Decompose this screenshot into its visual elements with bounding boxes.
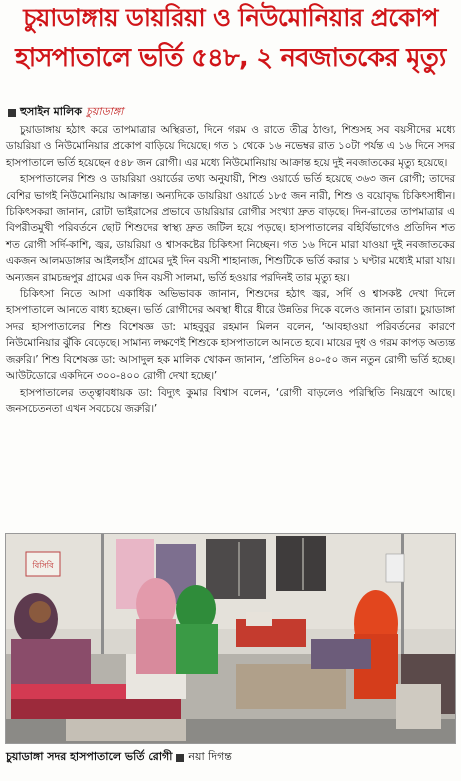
headline-line-1: চুয়াডাঙ্গায় ডায়রিয়া ও নিউমোনিয়ার প্রকোপ (23, 3, 438, 32)
byline-author: হুসাইন মালিক (20, 105, 82, 118)
article-paragraph: হাসপাতালের তত্ত্বাবধায়ক ডা: বিদ্যুৎ কুমার বিশ্বাস বলেন, ‘রোগী বাড়লেও পরিস্থিতি নিয়ন্ত্রণে আছে। জনসচেতনতা এখন সবচেয়ে জরুরি।’ (6, 386, 455, 415)
photo-caption (6, 748, 232, 767)
hospital-ward-illustration (6, 534, 456, 744)
headline (4, 4, 457, 73)
article-body (6, 122, 455, 417)
caption-text: চুয়াডাঙ্গা সদর হাসপাতালে ভর্তি রোগী (6, 750, 173, 763)
article-paragraph: হাসপাতালের শিশু ও ডায়রিয়া ওয়ার্ডের তথ্য অনুযায়ী, শিশু ওয়ার্ডে ভর্তি হয়েছে ৩৬৩ জন রোগী; তাদের বেশির ভাগই নিউমোনিয়ায় আক্রান্ত। অন্যদিকে ডায়রিয়া ওয়ার্ডে ১৮৫ জন নারী, শিশু ও বয়োবৃদ্ধ চিকিৎসাধীন। চিকিৎসকরা জানান, রোটা ভাইরাসের প্রভাবে ডায়রিয়ার রোগীর সংখ্যা দ্রুত বাড়ছে। দিন-রাতের তাপমাত্রার এ বিপরীতমুখী পরিবর্তনে ছোট শিশুদের স্বাস্থ্য দ্রুত জটিল হয়ে পড়ছে। হাসপাতালের বহির্বিভাগেও প্রতিদিন শত শত রোগী সর্দি-কাশি, জ্বর, ডায়রিয়া ও শ্বাসকষ্টের চিকিৎসা নিচ্ছেন। গত ১৬ দিনে মারা যাওয়া দুই নবজাতকের একজন আলমডাঙ্গার আইলহাঁস গ্রামের দুই দিন বয়সী শাহানাজ, শিশুটিকে ভর্তি করার ১ ঘণ্টার মধ্যেই মারা যায়। অন্যজন রামচন্দ্রপুর গ্রামের এক দিন বয়সী সালমা, ভর্তি হওয়ার পরদিনই তার মৃত্যু হয়। (6, 173, 455, 284)
article-paragraph: চিকিৎসা নিতে আসা একাধিক অভিভাবক জানান, শিশুদের হঠাৎ জ্বর, সর্দি ও শ্বাসকষ্ট দেখা দিলে হাসপাতালে আনতে বাধ্য হচ্ছেন। ভর্তি রোগীদের অবস্থা ধীরে ধীরে উন্নতির দিকে বলেও জানান তারা। চুয়াডাঙ্গা সদর হাসপাতালের শিশু বিশেষজ্ঞ ডা: মাহবুবুর রহমান মিলন বলেন, ‘আবহাওয়া পরিবর্তনের কারণে নিউমোনিয়ার ঝুঁকি বেড়েছে। সামান্য লক্ষণেই শিশুকে হাসপাতালে আনতে হবে। মায়ের দুধ ও গরম কাপড় অত্যন্ত জরুরি।’ শিশু বিশেষজ্ঞ ডা: আসাদুল হক মালিক খোকন জানান, ‘প্রতিদিন ৪০-৫০ জন নতুন রোগী ভর্তি হচ্ছে। আউটডোরে একদিনে ৩০০-৪০০ রোগী দেখা হচ্ছে।’ (6, 288, 455, 383)
hospital-ward-photo (5, 533, 456, 744)
byline-place: চুয়াডাঙ্গা (85, 105, 124, 118)
byline (8, 103, 123, 122)
wall-sign-text: বিসিবি (32, 561, 54, 570)
article-paragraph: চুয়াডাঙ্গায় হঠাৎ করে তাপমাত্রার অস্থিরতা, দিনে গরম ও রাতে তীব্র ঠাণ্ডা, শিশুসহ সব বয়সীদের মধ্যে ডায়রিয়া ও নিউমোনিয়ার প্রকোপ বাড়িয়ে দিয়েছে। গত ১ থেকে ১৬ নভেম্বর রাত ১০টা পর্যন্ত এ ১৬ দিনে সদর হাসপাতালে ভর্তি হয়েছেন ৫৪৮ জন রোগী। এর মধ্যে নিউমোনিয়ায় আক্রান্ত হয়ে দুই নবজাতকের মৃত্যু হয়েছে। (6, 124, 455, 169)
square-bullet-icon (8, 109, 16, 117)
square-bullet-icon (176, 754, 184, 762)
headline-line-2: হাসপাতালে ভর্তি ৫৪৮, ২ নবজাতকের মৃত্যু (15, 42, 446, 73)
photo-credit: নয়া দিগন্ত (188, 750, 232, 763)
